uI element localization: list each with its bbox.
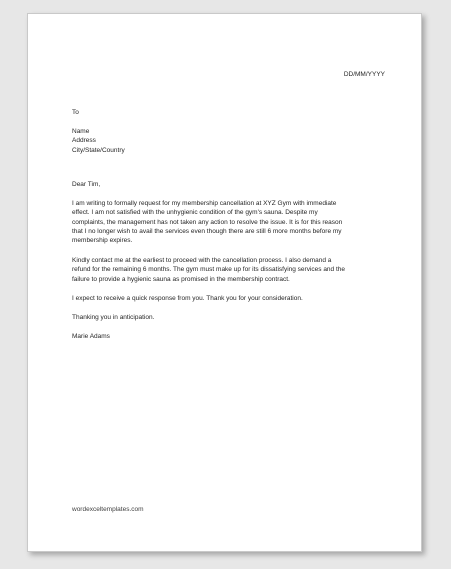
salutation: Dear Tim, <box>72 181 101 188</box>
closing-line: Thanking you in anticipation. <box>72 314 155 321</box>
recipient-name: Name <box>72 128 90 135</box>
signature-name: Marie Adams <box>72 333 110 340</box>
paragraph-line: complaints, the management has not taken any action to resolve the issue. It is for this reason <box>72 218 343 226</box>
body-paragraph-3: I expect to receive a quick response from you. Thank you for your consideration. <box>72 295 303 302</box>
paragraph-line: refund for the remaining 6 months. The gym must make up for its dissatisfying services and the <box>72 266 346 274</box>
letter-date: DD/MM/YYYY <box>343 71 385 78</box>
paragraph-line: Kindly contact me at the earliest to proceed with the cancellation process. I also demand a <box>72 257 332 264</box>
recipient-address-line: Address <box>72 137 96 145</box>
paragraph-line: failure to provide a hygienic sauna as promised in the membership contract. <box>72 275 290 283</box>
paragraph-line: membership expires. <box>72 237 133 245</box>
letter-page <box>27 13 422 552</box>
paragraph-line: that I no longer wish to avail the services even though there are still 6 more months before my <box>72 227 342 235</box>
recipient-address <box>72 127 125 155</box>
paragraph-line: effect. I am not satisfied with the unhygienic condition of the gym's sauna. Despite my <box>72 209 318 217</box>
footer-source: wordexceltemplates.com <box>72 506 144 513</box>
to-label: To <box>72 109 79 116</box>
body-paragraph-1 <box>72 199 342 245</box>
body-paragraph-2 <box>72 256 345 284</box>
paragraph-line: I am writing to formally request for my membership cancellation at XYZ Gym with immediate <box>72 200 337 207</box>
recipient-city-state-country: City/State/Country <box>72 146 125 154</box>
